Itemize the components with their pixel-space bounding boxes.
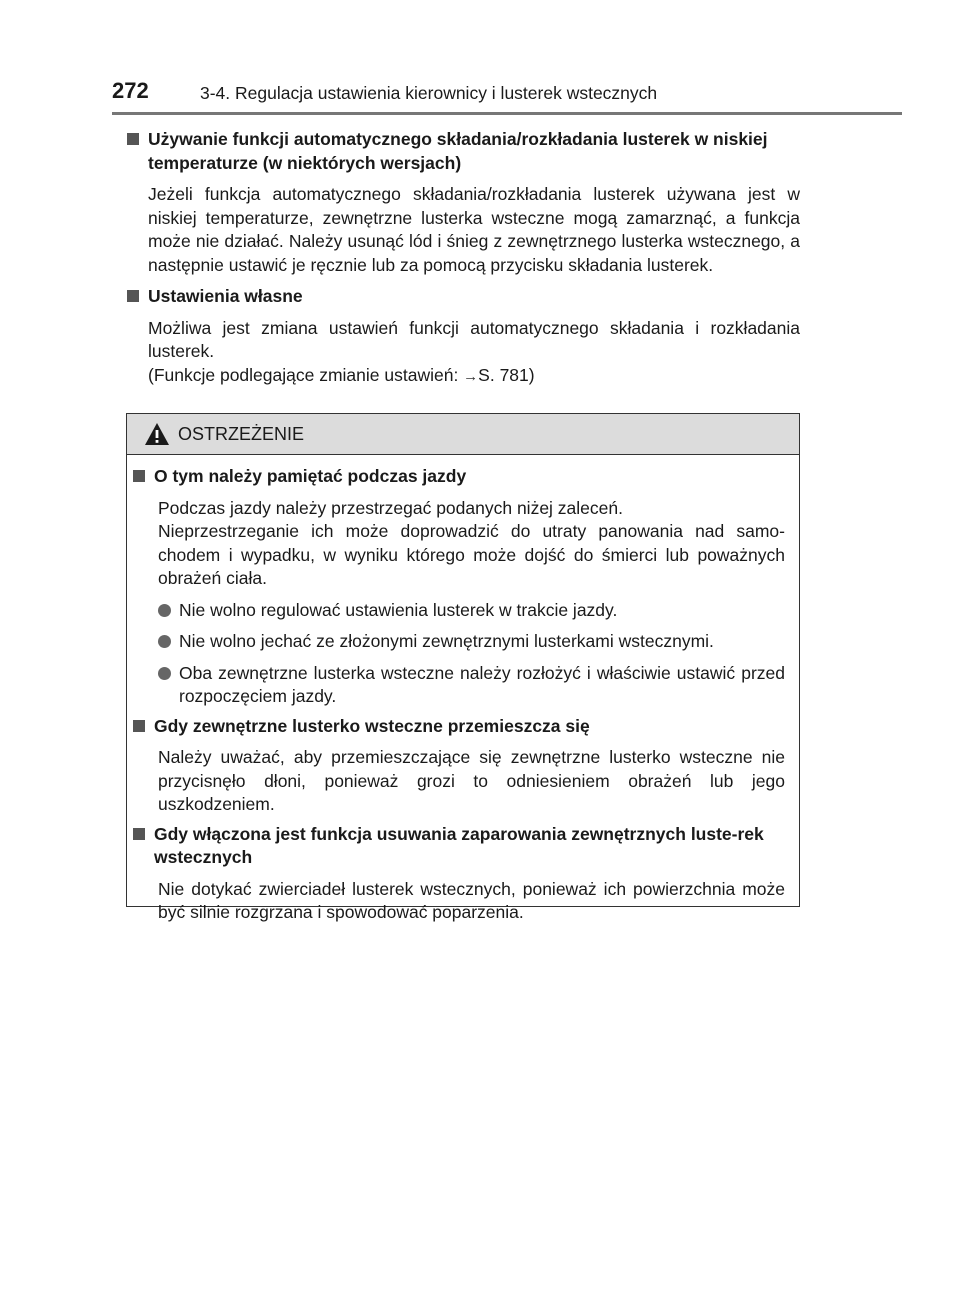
list-item: Nie wolno regulować ustawienia lusterek w trakcie jazdy. bbox=[158, 599, 785, 623]
warning-bullet-list bbox=[133, 599, 785, 709]
warning-section-body: Należy uważać, aby przemieszczające się zewnętrzne lusterko wsteczne nie przycisnęło dłoni, ponieważ grozi to odniesieniem obrażeń lub jego uszkodzeniem. bbox=[158, 747, 785, 814]
circle-bullet-icon bbox=[158, 635, 171, 648]
page-reference: (Funkcje podlegające zmianie ustawień: →S. 781) bbox=[148, 364, 535, 385]
circle-bullet-icon bbox=[158, 667, 171, 680]
warning-section-title: O tym należy pamiętać podczas jazdy bbox=[133, 465, 785, 489]
section-cold-weather bbox=[127, 128, 800, 277]
warning-triangle-icon bbox=[144, 422, 170, 446]
square-bullet-icon bbox=[133, 720, 145, 732]
chapter-title: 3-4. Regulacja ustawienia kierownicy i lusterek wstecznych bbox=[200, 83, 658, 103]
section-body: Możliwa jest zmiana ustawień funkcji automatycznego składania i rozkładania lusterek. bbox=[148, 317, 800, 361]
warning-section-body: Podczas jazdy należy przestrzegać podanych niżej zaleceń. Nieprzestrzeganie ich może doprowadzić do utraty panowania nad samo-chodem i wypadku, w wyniku którego może dojść do śmierci lub poważnych obrażeń ciała. bbox=[158, 497, 785, 588]
square-bullet-icon bbox=[127, 133, 139, 145]
warning-content bbox=[127, 455, 799, 925]
square-bullet-icon bbox=[133, 470, 145, 482]
section-title: Ustawienia własne bbox=[127, 285, 800, 309]
warning-section-moving-mirror bbox=[133, 715, 785, 817]
page-reference-link[interactable]: S. 781) bbox=[478, 364, 535, 385]
main-content bbox=[127, 128, 800, 396]
section-title: Używanie funkcji automatycznego składania/rozkładania lusterek w niskiej temperaturze (w niektórych wersjach) bbox=[127, 128, 800, 175]
warning-section-title: Gdy zewnętrzne lusterko wsteczne przemieszcza się bbox=[133, 715, 785, 739]
page-header bbox=[112, 78, 902, 116]
square-bullet-icon bbox=[127, 290, 139, 302]
header-divider bbox=[112, 112, 902, 115]
warning-section-defogger bbox=[133, 823, 785, 925]
warning-box bbox=[126, 413, 800, 922]
arrow-right-icon: → bbox=[463, 367, 479, 385]
section-body: Jeżeli funkcja automatycznego składania/rozkładania lusterek używana jest w niskiej temperaturze, zewnętrzne lusterka wsteczne mogą zamarznąć, a funkcja może nie działać. Należy usunąć lód i śnieg z zewnętrznego lusterka wstecznego, a następnie ustawić je ręcznie lub za pomocą przycisku składania lusterek. bbox=[148, 184, 800, 275]
page-number: 272 bbox=[112, 78, 149, 103]
list-item: Oba zewnętrzne lusterka wsteczne należy rozłożyć i właściwie ustawić przed rozpoczęciem jazdy. bbox=[158, 662, 785, 709]
section-custom-settings bbox=[127, 285, 800, 388]
circle-bullet-icon bbox=[158, 604, 171, 617]
list-item: Nie wolno jechać ze złożonymi zewnętrznymi lusterkami wstecznymi. bbox=[158, 630, 785, 654]
warning-section-title: Gdy włączona jest funkcja usuwania zaparowania zewnętrznych luste-rek wstecznych bbox=[133, 823, 785, 870]
warning-header bbox=[127, 414, 799, 455]
warning-section-driving bbox=[133, 465, 785, 709]
square-bullet-icon bbox=[133, 828, 145, 840]
warning-title: OSTRZEŻENIE bbox=[178, 424, 305, 444]
warning-section-body: Nie dotykać zwierciadeł lusterek wstecznych, ponieważ ich powierzchnia może być silnie rozgrzana i spowodować poparzenia. bbox=[158, 878, 785, 922]
